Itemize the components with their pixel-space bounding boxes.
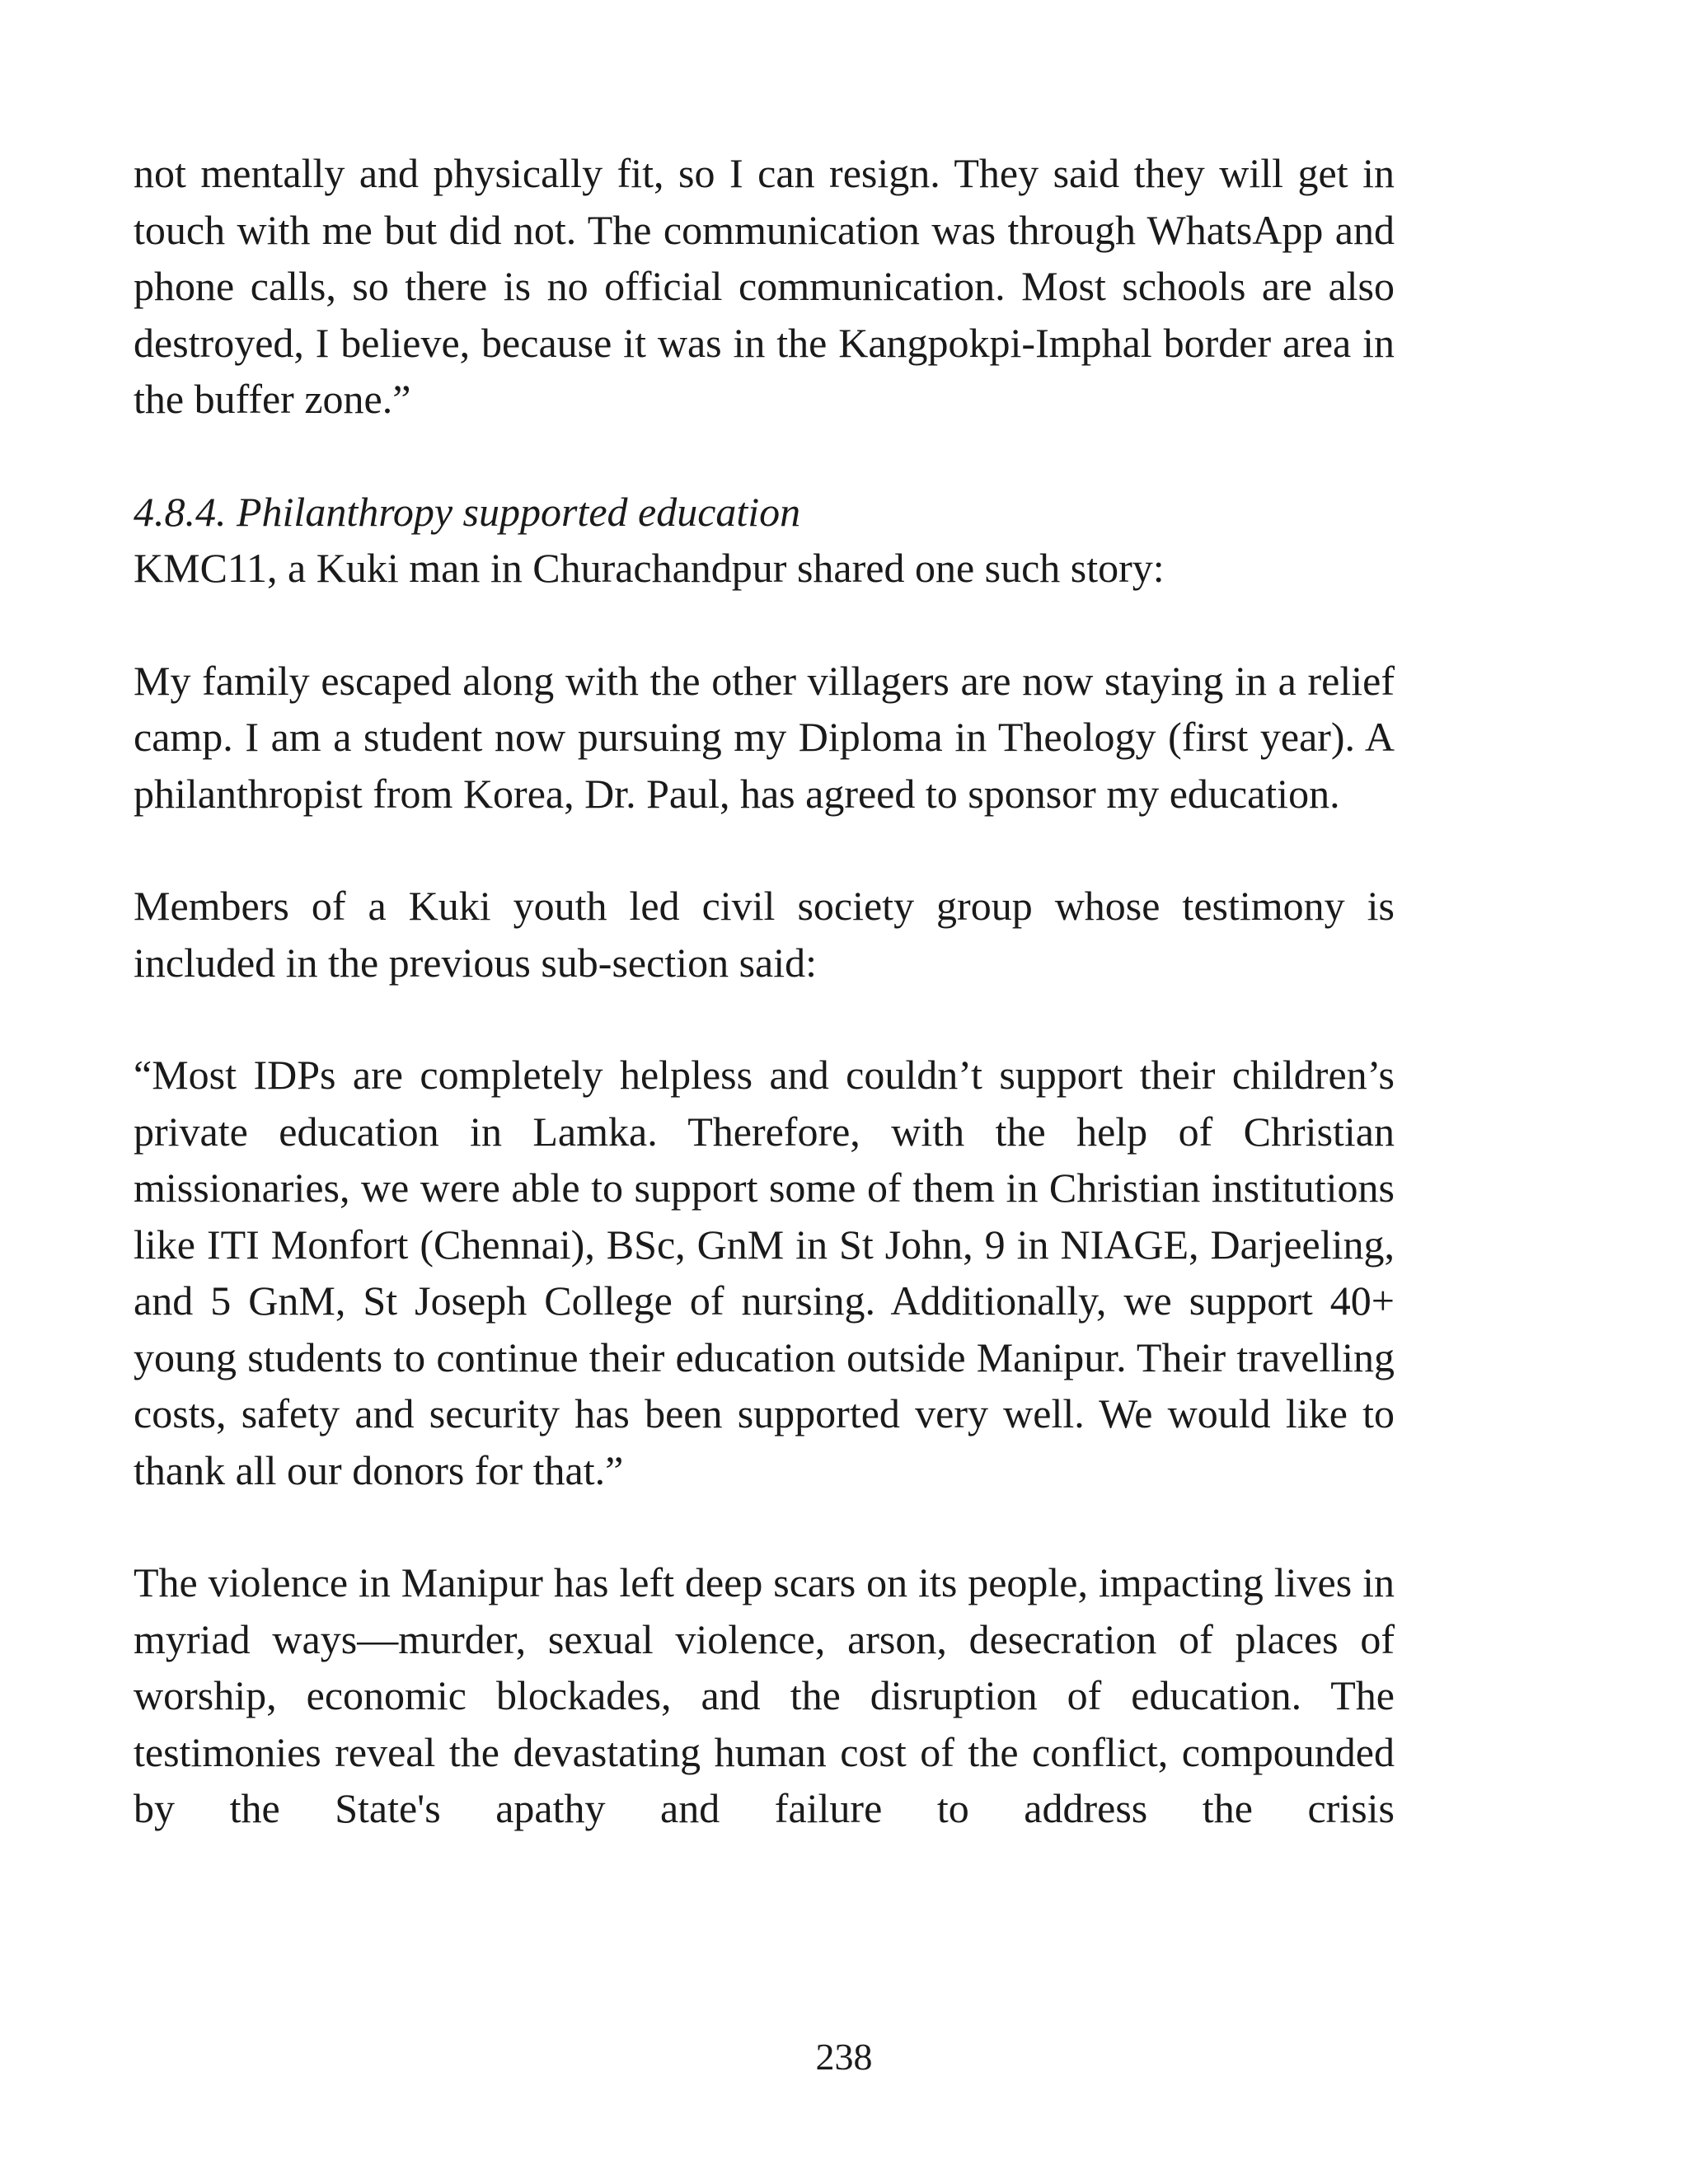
section-heading: 4.8.4. Philanthropy supported education bbox=[134, 488, 801, 535]
paragraph-testimony: My family escaped along with the other villagers are now staying in a relief camp. I am a student now pursuing my Diploma in Theology (first year). A philanthropist from Korea, Dr. Paul, has agreed to sponsor my education. bbox=[134, 657, 1395, 817]
paragraph-group-intro: Members of a Kuki youth led civil society group whose testimony is included in the previous sub-section said: bbox=[134, 883, 1395, 986]
paragraph-continuation: not mentally and physically fit, so I can resign. They said they will get in touch with me but did not. The communication was through WhatsApp and phone calls, so there is no official communication. Most schools are also destroyed, I believe, because it was in the Kangpokpi-Imphal border area in the buffer zone.” bbox=[134, 150, 1395, 422]
paragraph-intro: KMC11, a Kuki man in Churachandpur shared one such story: bbox=[134, 545, 1165, 591]
paragraph-conclusion: The violence in Manipur has left deep scars on its people, impacting lives in myriad ways—murder, sexual violence, arson, desecration of places of worship, economic blockades, and the disruption of education. The testimonies reveal the devastating human cost of the conflict, compounded by the State's apathy and failure to address the crisis bbox=[134, 1559, 1395, 1831]
paragraph-group-quote: “Most IDPs are completely helpless and couldn’t support their children’s private education in Lamka. Therefore, with the help of Christian missionaries, we were able to support some of them in Christian institutions like ITI Monfort (Chennai), BSc, GnM in St John, 9 in NIAGE, Darjeeling, and 5 GnM, St Joseph College of nursing. Additionally, we support 40+ young students to continue their education outside Manipur. Their travelling costs, safety and security has been supported very well. We would like to thank all our donors for that.” bbox=[134, 1052, 1395, 1493]
document-body bbox=[134, 145, 1395, 1837]
page-number: 238 bbox=[815, 2036, 873, 2078]
